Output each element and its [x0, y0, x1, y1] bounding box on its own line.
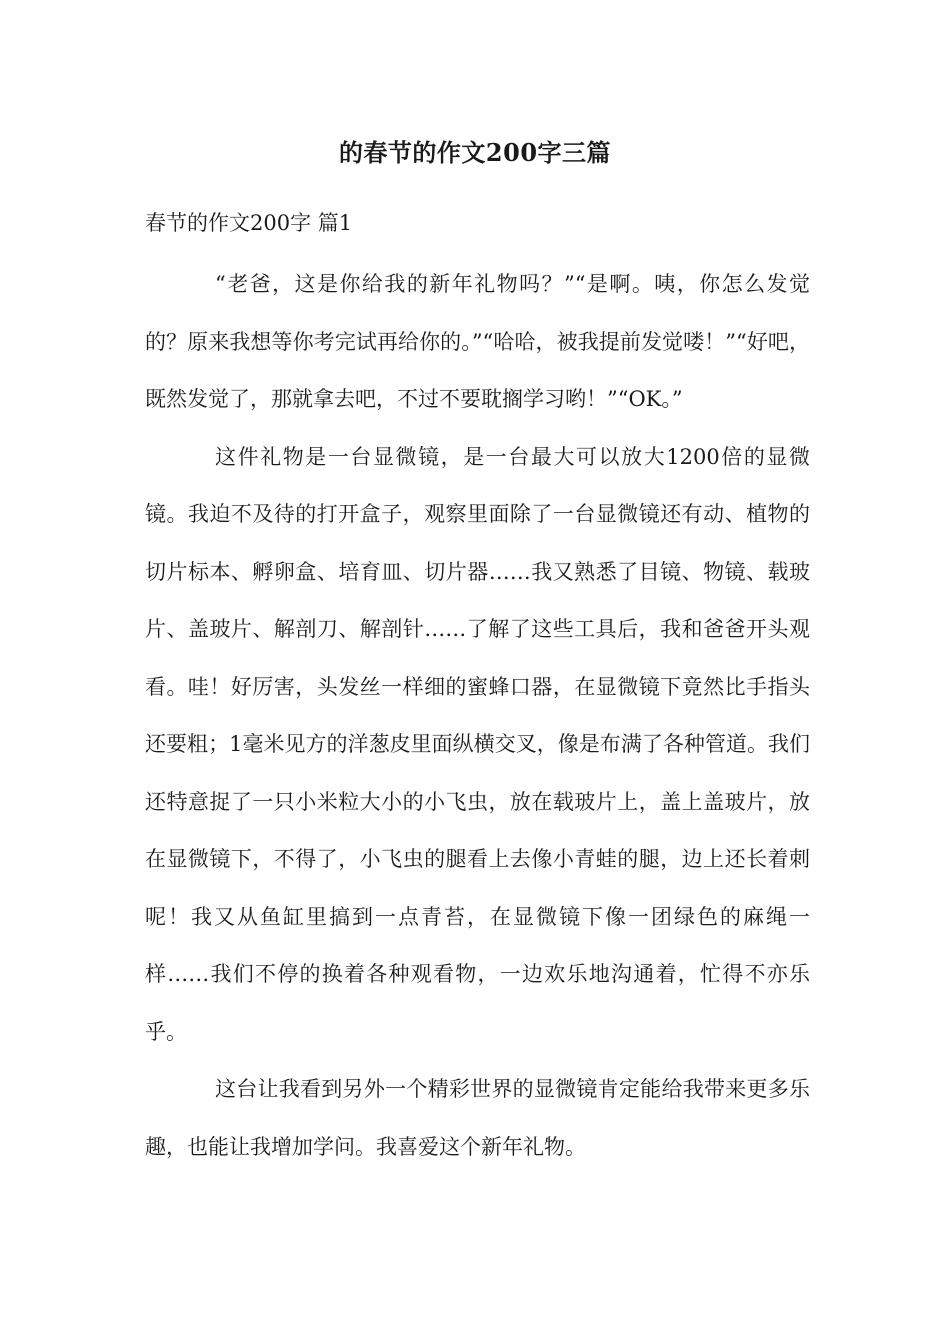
document-body — [145, 256, 810, 1176]
paragraph-1: “老爸，这是你给我的新年礼物吗？”“是啊。咦，你怎么发觉的？原来我想等你考完试再给你的。”“哈哈，被我提前发觉喽！”“好吧，既然发觉了，那就拿去吧，不过不要耽搁学习哟！”“OK。” — [145, 272, 810, 411]
paragraph-2: 这件礼物是一台显微镜，是一台最大可以放大1200倍的显微镜。我迫不及待的打开盒子，观察里面除了一台显微镜还有动、植物的切片标本、孵卵盒、培育皿、切片器……我又熟悉了目镜、物镜、载玻片、盖玻片、解剖刀、解剖针……了解了这些工具后，我和爸爸开头观看。哇！好厉害，头发丝一样细的蜜蜂口器，在显微镜下竟然比手指头还要粗；1毫米见方的洋葱皮里面纵横交叉，像是布满了各种管道。我们还特意捉了一只小米粒大小的小飞虫，放在载玻片上，盖上盖玻片，放在显微镜下，不得了，小飞虫的腿看上去像小青蛙的腿，边上还长着刺呢！我又从鱼缸里搞到一点青苔，在显微镜下像一团绿色的麻绳一样……我们不停的换着各种观看物，一边欢乐地沟通着，忙得不亦乐乎。 — [145, 444, 810, 1044]
paragraph-3: 这台让我看到另外一个精彩世界的显微镜肯定能给我带来更多乐趣，也能让我增加学问。我喜爱这个新年礼物。 — [145, 1077, 810, 1159]
section-heading: 春节的作文200字 篇1 — [145, 211, 353, 235]
document-title: 的春节的作文200字三篇 — [338, 138, 612, 167]
